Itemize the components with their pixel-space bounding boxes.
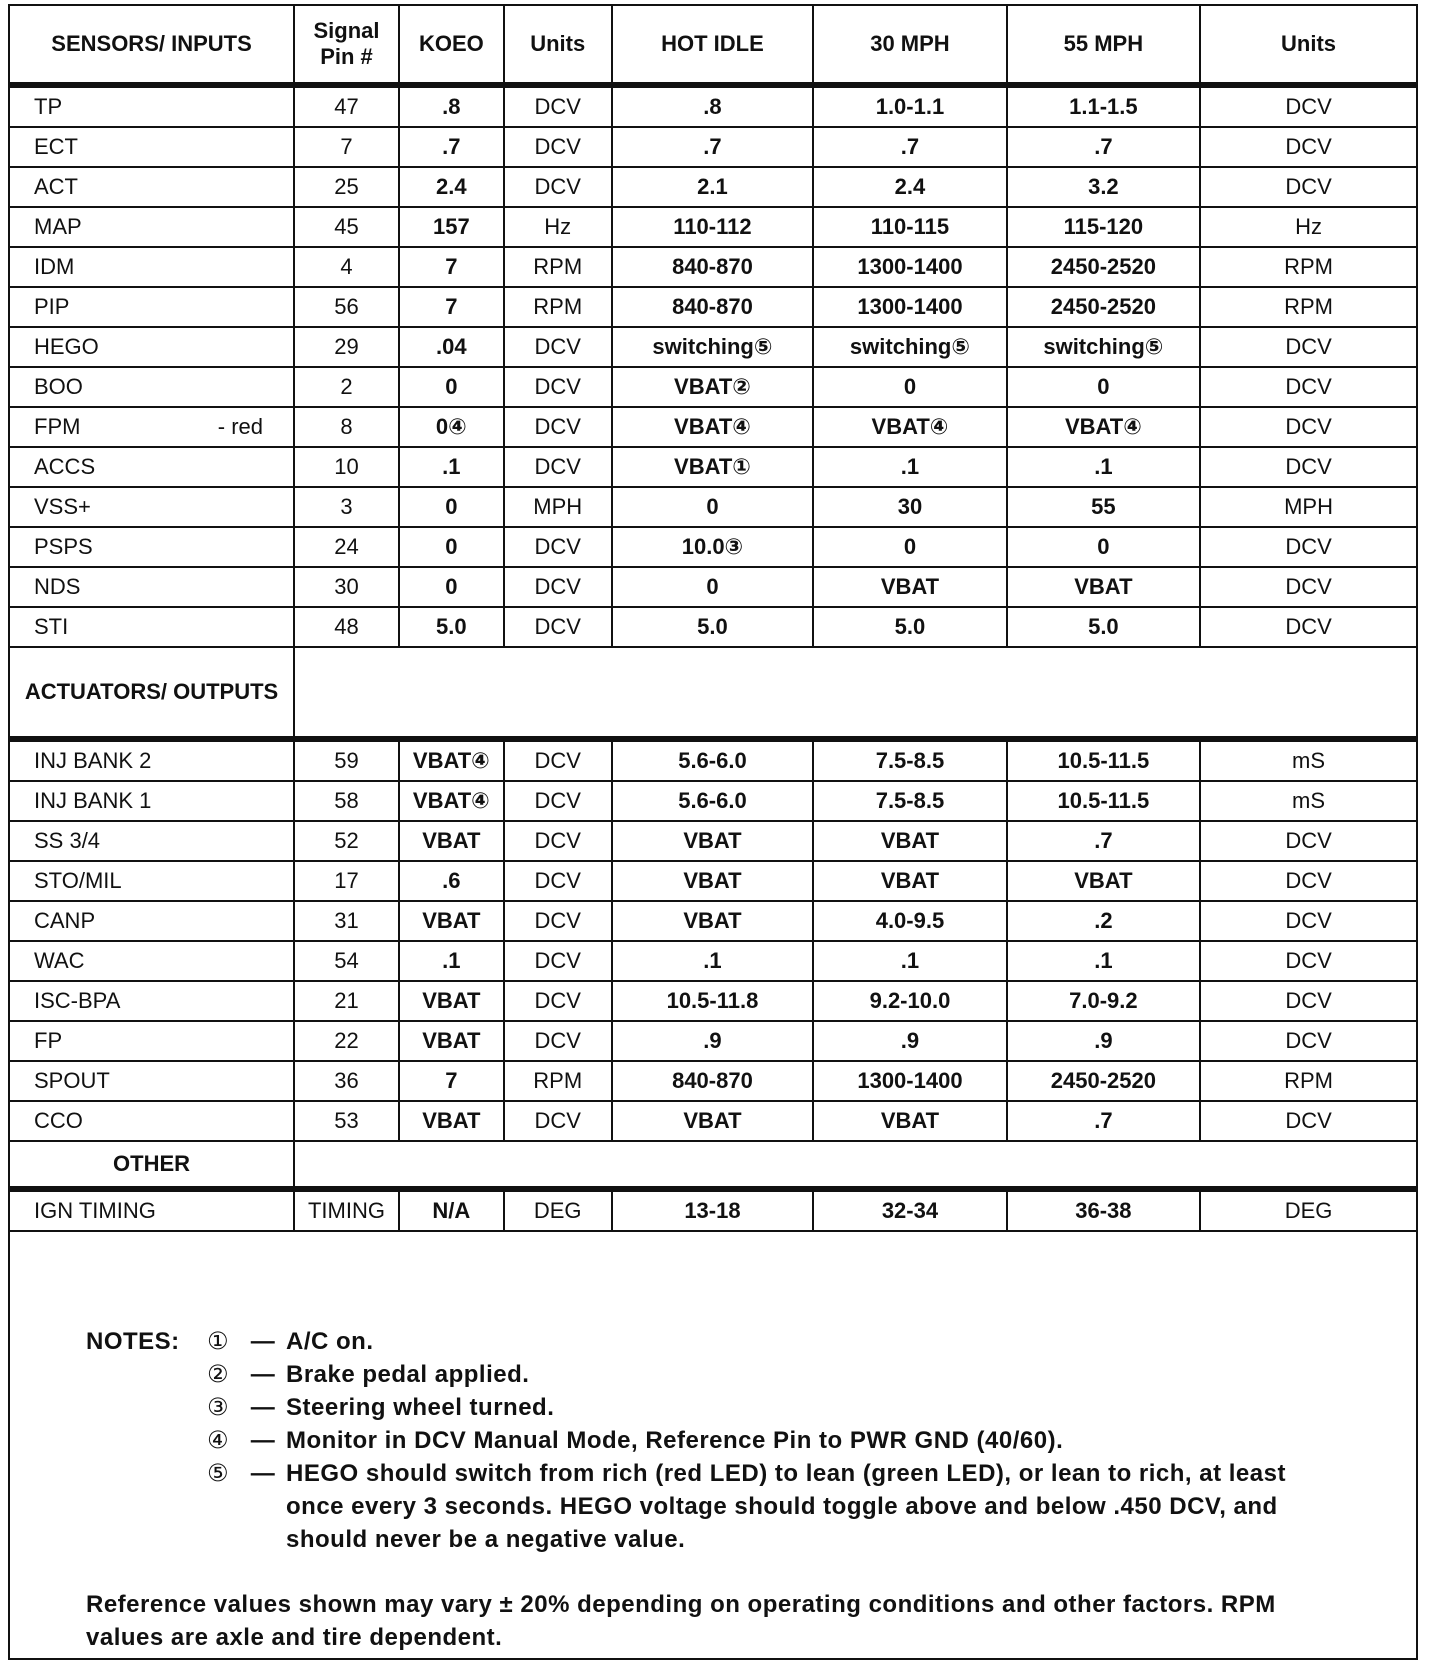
cell-name bbox=[9, 207, 294, 247]
actuators-outputs-label: ACTUATORS/ OUTPUTS bbox=[9, 647, 294, 739]
cell-hot-idle: VBAT bbox=[612, 861, 814, 901]
cell-55-mph: VBAT④ bbox=[1007, 407, 1200, 447]
notes-indent bbox=[86, 1457, 196, 1556]
cell-units-2: DCV bbox=[1200, 1021, 1417, 1061]
cell-units-2: mS bbox=[1200, 781, 1417, 821]
cell-55-mph: .2 bbox=[1007, 901, 1200, 941]
cell-30-mph: .1 bbox=[813, 941, 1006, 981]
cell-30-mph: .9 bbox=[813, 1021, 1006, 1061]
cell-55-mph: 1.1-1.5 bbox=[1007, 85, 1200, 127]
cell-units-2: DCV bbox=[1200, 567, 1417, 607]
cell-pin: 7 bbox=[294, 127, 399, 167]
row-label: SS 3/4 bbox=[34, 828, 101, 853]
reference-values-table bbox=[8, 4, 1418, 1232]
cell-koeo: .04 bbox=[399, 327, 504, 367]
note-number: ④ bbox=[206, 1427, 229, 1454]
cell-hot-idle: VBAT② bbox=[612, 367, 814, 407]
header-units-2: Units bbox=[1200, 5, 1417, 85]
cell-units-2: DCV bbox=[1200, 1101, 1417, 1141]
cell-hot-idle: 0 bbox=[612, 567, 814, 607]
cell-units-2: DCV bbox=[1200, 607, 1417, 647]
cell-30-mph: 7.5-8.5 bbox=[813, 781, 1006, 821]
cell-55-mph: .1 bbox=[1007, 447, 1200, 487]
cell-name bbox=[9, 1189, 294, 1231]
cell-pin: 52 bbox=[294, 821, 399, 861]
header-signal-pin: Signal Pin # bbox=[294, 5, 399, 85]
cell-30-mph: VBAT bbox=[813, 567, 1006, 607]
cell-units-2: RPM bbox=[1200, 287, 1417, 327]
row-label: HEGO bbox=[34, 334, 99, 359]
header-hot-idle: HOT IDLE bbox=[612, 5, 814, 85]
row-label: CCO bbox=[34, 1108, 83, 1133]
cell-hot-idle: 2.1 bbox=[612, 167, 814, 207]
cell-koeo: 0 bbox=[399, 487, 504, 527]
cell-koeo: VBAT bbox=[399, 901, 504, 941]
cell-pin: 59 bbox=[294, 739, 399, 781]
cell-units: MPH bbox=[504, 487, 612, 527]
cell-55-mph: 55 bbox=[1007, 487, 1200, 527]
note-dash: — bbox=[250, 1427, 276, 1454]
cell-pin: 45 bbox=[294, 207, 399, 247]
cell-name bbox=[9, 407, 294, 447]
cell-hot-idle: VBAT④ bbox=[612, 407, 814, 447]
cell-30-mph: 1300-1400 bbox=[813, 287, 1006, 327]
table-row bbox=[9, 941, 1417, 981]
cell-koeo: 5.0 bbox=[399, 607, 504, 647]
row-label: VSS+ bbox=[34, 494, 91, 519]
cell-koeo: 0 bbox=[399, 367, 504, 407]
cell-name bbox=[9, 739, 294, 781]
cell-30-mph: 0 bbox=[813, 367, 1006, 407]
cell-koeo: VBAT bbox=[399, 1021, 504, 1061]
cell-pin: 22 bbox=[294, 1021, 399, 1061]
cell-koeo: N/A bbox=[399, 1189, 504, 1231]
header-row bbox=[9, 5, 1417, 85]
cell-units: DCV bbox=[504, 821, 612, 861]
cell-pin: 47 bbox=[294, 85, 399, 127]
cell-hot-idle: 10.5-11.8 bbox=[612, 981, 814, 1021]
cell-pin: 53 bbox=[294, 1101, 399, 1141]
cell-hot-idle: VBAT① bbox=[612, 447, 814, 487]
cell-55-mph: 2450-2520 bbox=[1007, 287, 1200, 327]
cell-units-2: DCV bbox=[1200, 127, 1417, 167]
cell-koeo: 2.4 bbox=[399, 167, 504, 207]
cell-55-mph: 0 bbox=[1007, 367, 1200, 407]
cell-name bbox=[9, 127, 294, 167]
cell-units-2: DCV bbox=[1200, 861, 1417, 901]
table-row bbox=[9, 327, 1417, 367]
table-row bbox=[9, 527, 1417, 567]
cell-units-2: mS bbox=[1200, 739, 1417, 781]
cell-hot-idle: 840-870 bbox=[612, 287, 814, 327]
table-row bbox=[9, 739, 1417, 781]
row-label: NDS bbox=[34, 574, 81, 599]
cell-30-mph: 1.0-1.1 bbox=[813, 85, 1006, 127]
cell-koeo: VBAT④ bbox=[399, 781, 504, 821]
row-label: INJ BANK 2 bbox=[34, 748, 152, 773]
table-row bbox=[9, 127, 1417, 167]
cell-name bbox=[9, 1061, 294, 1101]
cell-30-mph: 1300-1400 bbox=[813, 1061, 1006, 1101]
table-row bbox=[9, 407, 1417, 447]
cell-30-mph: .7 bbox=[813, 127, 1006, 167]
cell-pin: 48 bbox=[294, 607, 399, 647]
row-label: BOO bbox=[34, 374, 83, 399]
cell-koeo: 7 bbox=[399, 247, 504, 287]
cell-55-mph: 0 bbox=[1007, 527, 1200, 567]
row-label: MAP bbox=[34, 214, 82, 239]
header-55-mph: 55 MPH bbox=[1007, 5, 1200, 85]
note-item bbox=[86, 1424, 1346, 1457]
table-row bbox=[9, 367, 1417, 407]
header-sensors-inputs: SENSORS/ INPUTS bbox=[9, 5, 294, 85]
note-number: ② bbox=[206, 1361, 229, 1388]
cell-koeo: 0 bbox=[399, 527, 504, 567]
cell-units: DCV bbox=[504, 447, 612, 487]
cell-units: DCV bbox=[504, 901, 612, 941]
actuators-blank bbox=[294, 647, 1417, 739]
note-text: Monitor in DCV Manual Mode, Reference Pin to PWR GND (40/60). bbox=[286, 1427, 1064, 1454]
cell-55-mph: .9 bbox=[1007, 1021, 1200, 1061]
row-label: ACT bbox=[34, 174, 78, 199]
cell-units: DCV bbox=[504, 861, 612, 901]
cell-30-mph: .1 bbox=[813, 447, 1006, 487]
cell-hot-idle: .9 bbox=[612, 1021, 814, 1061]
header-30-mph: 30 MPH bbox=[813, 5, 1006, 85]
table-row bbox=[9, 1189, 1417, 1231]
cell-units-2: DCV bbox=[1200, 85, 1417, 127]
cell-hot-idle: VBAT bbox=[612, 1101, 814, 1141]
cell-hot-idle: 5.6-6.0 bbox=[612, 781, 814, 821]
note-dash: — bbox=[250, 1328, 276, 1355]
table-row bbox=[9, 607, 1417, 647]
row-label: STI bbox=[34, 614, 69, 639]
note-text: HEGO should switch from rich (red LED) to lean (green LED), or lean to rich, at least once every 3 seconds. HEGO voltage should toggle above and below .450 DCV, and should never be a negative value. bbox=[286, 1460, 1286, 1553]
cell-pin: 8 bbox=[294, 407, 399, 447]
other-section bbox=[9, 1189, 1417, 1231]
cell-55-mph: .1 bbox=[1007, 941, 1200, 981]
cell-koeo: .6 bbox=[399, 861, 504, 901]
cell-hot-idle: 110-112 bbox=[612, 207, 814, 247]
cell-30-mph: VBAT bbox=[813, 1101, 1006, 1141]
row-label: ACCS bbox=[34, 454, 96, 479]
table-row bbox=[9, 487, 1417, 527]
cell-55-mph: switching⑤ bbox=[1007, 327, 1200, 367]
cell-units: DCV bbox=[504, 127, 612, 167]
cell-units: RPM bbox=[504, 287, 612, 327]
cell-name bbox=[9, 327, 294, 367]
cell-hot-idle: 5.6-6.0 bbox=[612, 739, 814, 781]
table-row bbox=[9, 1101, 1417, 1141]
cell-koeo: VBAT bbox=[399, 981, 504, 1021]
cell-pin: 56 bbox=[294, 287, 399, 327]
table-row bbox=[9, 1061, 1417, 1101]
note-text: A/C on. bbox=[286, 1328, 374, 1355]
cell-name bbox=[9, 247, 294, 287]
cell-pin: 21 bbox=[294, 981, 399, 1021]
row-label: PIP bbox=[34, 294, 70, 319]
note-number: ⑤ bbox=[206, 1460, 229, 1487]
cell-55-mph: .7 bbox=[1007, 127, 1200, 167]
cell-units: DCV bbox=[504, 1101, 612, 1141]
cell-units: DCV bbox=[504, 85, 612, 127]
cell-units-2: RPM bbox=[1200, 247, 1417, 287]
row-label: INJ BANK 1 bbox=[34, 788, 152, 813]
table-row bbox=[9, 821, 1417, 861]
cell-units: RPM bbox=[504, 1061, 612, 1101]
cell-units: RPM bbox=[504, 247, 612, 287]
cell-koeo: .8 bbox=[399, 85, 504, 127]
cell-name bbox=[9, 567, 294, 607]
table-row bbox=[9, 287, 1417, 327]
cell-pin: 54 bbox=[294, 941, 399, 981]
cell-koeo: .1 bbox=[399, 941, 504, 981]
cell-koeo: .7 bbox=[399, 127, 504, 167]
cell-units: DCV bbox=[504, 527, 612, 567]
table-row bbox=[9, 85, 1417, 127]
closing-note: Reference values shown may vary ± 20% depending on operating conditions and other factors. RPM values are axle and tire dependent. bbox=[86, 1591, 1276, 1651]
cell-name bbox=[9, 167, 294, 207]
cell-koeo: 7 bbox=[399, 1061, 504, 1101]
note-item bbox=[86, 1391, 1346, 1424]
row-label: CANP bbox=[34, 908, 96, 933]
row-label: FP bbox=[34, 1028, 63, 1053]
notes-indent bbox=[86, 1424, 196, 1457]
cell-30-mph: 1300-1400 bbox=[813, 247, 1006, 287]
cell-koeo: 0④ bbox=[399, 407, 504, 447]
cell-pin: 2 bbox=[294, 367, 399, 407]
cell-hot-idle: .8 bbox=[612, 85, 814, 127]
cell-55-mph: 10.5-11.5 bbox=[1007, 739, 1200, 781]
row-label: ECT bbox=[34, 134, 78, 159]
cell-hot-idle: VBAT bbox=[612, 901, 814, 941]
cell-units: DCV bbox=[504, 981, 612, 1021]
cell-units: DEG bbox=[504, 1189, 612, 1231]
cell-55-mph: 5.0 bbox=[1007, 607, 1200, 647]
cell-30-mph: VBAT bbox=[813, 821, 1006, 861]
cell-55-mph: 2450-2520 bbox=[1007, 1061, 1200, 1101]
table-row bbox=[9, 247, 1417, 287]
notes-label: NOTES: bbox=[86, 1328, 180, 1355]
cell-name bbox=[9, 1101, 294, 1141]
row-label: PSPS bbox=[34, 534, 93, 559]
table-row bbox=[9, 781, 1417, 821]
row-label: STO/MIL bbox=[34, 868, 122, 893]
header-koeo: KOEO bbox=[399, 5, 504, 85]
cell-units: Hz bbox=[504, 207, 612, 247]
cell-pin: 30 bbox=[294, 567, 399, 607]
cell-units: DCV bbox=[504, 781, 612, 821]
cell-units: DCV bbox=[504, 941, 612, 981]
cell-name bbox=[9, 607, 294, 647]
cell-30-mph: switching⑤ bbox=[813, 327, 1006, 367]
cell-55-mph: 3.2 bbox=[1007, 167, 1200, 207]
cell-koeo: VBAT bbox=[399, 821, 504, 861]
cell-units: DCV bbox=[504, 407, 612, 447]
cell-55-mph: 7.0-9.2 bbox=[1007, 981, 1200, 1021]
cell-name bbox=[9, 941, 294, 981]
cell-units-2: DCV bbox=[1200, 327, 1417, 367]
cell-units: DCV bbox=[504, 739, 612, 781]
row-label: IDM bbox=[34, 254, 75, 279]
cell-units-2: DCV bbox=[1200, 167, 1417, 207]
row-label-extra: - red bbox=[217, 414, 264, 439]
cell-55-mph: 115-120 bbox=[1007, 207, 1200, 247]
table-row bbox=[9, 861, 1417, 901]
cell-name bbox=[9, 487, 294, 527]
cell-hot-idle: 5.0 bbox=[612, 607, 814, 647]
cell-koeo: .1 bbox=[399, 447, 504, 487]
cell-30-mph: 30 bbox=[813, 487, 1006, 527]
cell-hot-idle: 840-870 bbox=[612, 1061, 814, 1101]
cell-name bbox=[9, 781, 294, 821]
table-row bbox=[9, 447, 1417, 487]
other-blank bbox=[294, 1141, 1417, 1189]
cell-55-mph: VBAT bbox=[1007, 567, 1200, 607]
cell-pin: 31 bbox=[294, 901, 399, 941]
actuators-section-header bbox=[9, 647, 1417, 739]
cell-name bbox=[9, 447, 294, 487]
note-item bbox=[86, 1358, 1346, 1391]
cell-30-mph: 7.5-8.5 bbox=[813, 739, 1006, 781]
cell-units-2: DCV bbox=[1200, 981, 1417, 1021]
cell-name bbox=[9, 85, 294, 127]
cell-30-mph: 5.0 bbox=[813, 607, 1006, 647]
cell-name bbox=[9, 1021, 294, 1061]
cell-30-mph: 4.0-9.5 bbox=[813, 901, 1006, 941]
cell-55-mph: 2450-2520 bbox=[1007, 247, 1200, 287]
cell-hot-idle: .7 bbox=[612, 127, 814, 167]
cell-pin: 58 bbox=[294, 781, 399, 821]
cell-name bbox=[9, 527, 294, 567]
table-row bbox=[9, 981, 1417, 1021]
cell-30-mph: 32-34 bbox=[813, 1189, 1006, 1231]
note-text: Brake pedal applied. bbox=[286, 1361, 530, 1388]
cell-units-2: DEG bbox=[1200, 1189, 1417, 1231]
cell-name bbox=[9, 861, 294, 901]
cell-30-mph: VBAT④ bbox=[813, 407, 1006, 447]
cell-units: DCV bbox=[504, 327, 612, 367]
cell-units: DCV bbox=[504, 367, 612, 407]
cell-30-mph: 9.2-10.0 bbox=[813, 981, 1006, 1021]
inputs-section bbox=[9, 85, 1417, 647]
cell-units: DCV bbox=[504, 567, 612, 607]
cell-pin: 17 bbox=[294, 861, 399, 901]
cell-koeo: VBAT④ bbox=[399, 739, 504, 781]
cell-units-2: DCV bbox=[1200, 821, 1417, 861]
cell-55-mph: VBAT bbox=[1007, 861, 1200, 901]
notes-indent bbox=[86, 1391, 196, 1424]
header-units: Units bbox=[504, 5, 612, 85]
cell-hot-idle: 0 bbox=[612, 487, 814, 527]
notes-indent bbox=[86, 1358, 196, 1391]
cell-name bbox=[9, 901, 294, 941]
row-label: IGN TIMING bbox=[34, 1198, 156, 1223]
cell-units-2: RPM bbox=[1200, 1061, 1417, 1101]
cell-55-mph: 10.5-11.5 bbox=[1007, 781, 1200, 821]
cell-hot-idle: 13-18 bbox=[612, 1189, 814, 1231]
cell-55-mph: 36-38 bbox=[1007, 1189, 1200, 1231]
note-text: Steering wheel turned. bbox=[286, 1394, 555, 1421]
cell-units: DCV bbox=[504, 167, 612, 207]
cell-pin: 3 bbox=[294, 487, 399, 527]
cell-hot-idle: 10.0③ bbox=[612, 527, 814, 567]
note-number: ① bbox=[206, 1328, 229, 1355]
cell-name bbox=[9, 981, 294, 1021]
cell-30-mph: VBAT bbox=[813, 861, 1006, 901]
cell-koeo: 0 bbox=[399, 567, 504, 607]
cell-units-2: DCV bbox=[1200, 367, 1417, 407]
note-item bbox=[86, 1325, 1346, 1358]
cell-hot-idle: switching⑤ bbox=[612, 327, 814, 367]
cell-pin: 4 bbox=[294, 247, 399, 287]
cell-pin: 25 bbox=[294, 167, 399, 207]
cell-units: DCV bbox=[504, 607, 612, 647]
cell-name bbox=[9, 367, 294, 407]
note-dash: — bbox=[250, 1394, 276, 1421]
table-row bbox=[9, 207, 1417, 247]
note-dash: — bbox=[250, 1361, 276, 1388]
cell-30-mph: 110-115 bbox=[813, 207, 1006, 247]
cell-units-2: MPH bbox=[1200, 487, 1417, 527]
row-label: FPM bbox=[34, 414, 81, 439]
cell-units-2: DCV bbox=[1200, 941, 1417, 981]
cell-units-2: DCV bbox=[1200, 407, 1417, 447]
cell-units-2: Hz bbox=[1200, 207, 1417, 247]
other-label: OTHER bbox=[9, 1141, 294, 1189]
row-label: WAC bbox=[34, 948, 85, 973]
cell-pin: 29 bbox=[294, 327, 399, 367]
cell-koeo: 7 bbox=[399, 287, 504, 327]
cell-name bbox=[9, 821, 294, 861]
note-dash: — bbox=[250, 1460, 276, 1487]
cell-units-2: DCV bbox=[1200, 901, 1417, 941]
table-row bbox=[9, 1021, 1417, 1061]
cell-pin: TIMING bbox=[294, 1189, 399, 1231]
outputs-section bbox=[9, 739, 1417, 1141]
note-item bbox=[86, 1457, 1346, 1556]
cell-55-mph: .7 bbox=[1007, 1101, 1200, 1141]
cell-units-2: DCV bbox=[1200, 527, 1417, 567]
cell-hot-idle: .1 bbox=[612, 941, 814, 981]
cell-hot-idle: 840-870 bbox=[612, 247, 814, 287]
cell-30-mph: 2.4 bbox=[813, 167, 1006, 207]
cell-pin: 10 bbox=[294, 447, 399, 487]
row-label: ISC-BPA bbox=[34, 988, 121, 1013]
other-section-header bbox=[9, 1141, 1417, 1189]
note-number: ③ bbox=[206, 1394, 229, 1421]
table-row bbox=[9, 901, 1417, 941]
cell-hot-idle: VBAT bbox=[612, 821, 814, 861]
cell-koeo: 157 bbox=[399, 207, 504, 247]
cell-55-mph: .7 bbox=[1007, 821, 1200, 861]
cell-pin: 36 bbox=[294, 1061, 399, 1101]
cell-pin: 24 bbox=[294, 527, 399, 567]
table-row bbox=[9, 167, 1417, 207]
cell-30-mph: 0 bbox=[813, 527, 1006, 567]
cell-units-2: DCV bbox=[1200, 447, 1417, 487]
cell-koeo: VBAT bbox=[399, 1101, 504, 1141]
table-row bbox=[9, 567, 1417, 607]
row-label: TP bbox=[34, 94, 63, 119]
row-label: SPOUT bbox=[34, 1068, 110, 1093]
cell-name bbox=[9, 287, 294, 327]
cell-units: DCV bbox=[504, 1021, 612, 1061]
notes-block bbox=[86, 1325, 1346, 1556]
